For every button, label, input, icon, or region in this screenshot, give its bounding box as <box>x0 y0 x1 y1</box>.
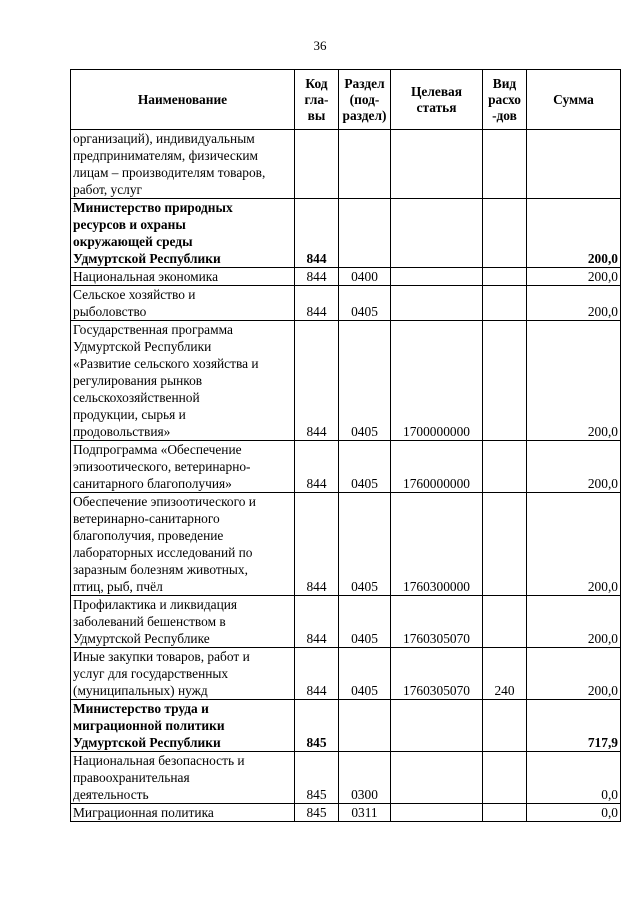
cell-section <box>339 700 391 752</box>
table-row <box>71 804 621 822</box>
cell-kind <box>483 286 527 321</box>
table-row <box>71 596 621 648</box>
cell-section <box>339 130 391 199</box>
cell-sum: 200,0 <box>527 441 621 493</box>
cell-code: 844 <box>295 493 339 596</box>
cell-section: 0405 <box>339 286 391 321</box>
cell-section: 0405 <box>339 596 391 648</box>
cell-section: 0405 <box>339 493 391 596</box>
header-name: Наименование <box>71 70 295 130</box>
cell-name: Министерство труда и миграционной политики Удмуртской Республики <box>71 700 295 752</box>
header-kind: Вид расхо -дов <box>483 70 527 130</box>
cell-kind <box>483 752 527 804</box>
cell-article: 1760305070 <box>391 648 483 700</box>
cell-article <box>391 130 483 199</box>
cell-article: 1760000000 <box>391 441 483 493</box>
cell-article <box>391 804 483 822</box>
cell-section <box>339 199 391 268</box>
cell-article: 1760300000 <box>391 493 483 596</box>
cell-kind <box>483 596 527 648</box>
cell-code: 845 <box>295 804 339 822</box>
cell-article <box>391 700 483 752</box>
cell-section: 0300 <box>339 752 391 804</box>
budget-table <box>70 69 621 822</box>
cell-code: 844 <box>295 268 339 286</box>
cell-code: 845 <box>295 752 339 804</box>
cell-kind <box>483 130 527 199</box>
cell-kind <box>483 700 527 752</box>
cell-kind <box>483 441 527 493</box>
table-row <box>71 752 621 804</box>
cell-code: 844 <box>295 441 339 493</box>
cell-kind <box>483 321 527 441</box>
cell-sum <box>527 130 621 199</box>
cell-name: Обеспечение эпизоотического и ветеринарно-санитарного благополучия, проведение лабораторных исследований по заразным болезням животных, птиц, рыб, пчёл <box>71 493 295 596</box>
cell-article <box>391 752 483 804</box>
table-row <box>71 441 621 493</box>
cell-name: Национальная экономика <box>71 268 295 286</box>
cell-name: Подпрограмма «Обеспечение эпизоотического, ветеринарно- санитарного благополучия» <box>71 441 295 493</box>
cell-code <box>295 130 339 199</box>
header-article: Целевая статья <box>391 70 483 130</box>
cell-article: 1760305070 <box>391 596 483 648</box>
cell-kind <box>483 199 527 268</box>
table-row <box>71 268 621 286</box>
table-row <box>71 130 621 199</box>
cell-name: Национальная безопасность и правоохранительная деятельность <box>71 752 295 804</box>
cell-article <box>391 268 483 286</box>
cell-kind: 240 <box>483 648 527 700</box>
cell-article: 1700000000 <box>391 321 483 441</box>
cell-name: Сельское хозяйство и рыболовство <box>71 286 295 321</box>
cell-section: 0400 <box>339 268 391 286</box>
cell-code: 844 <box>295 199 339 268</box>
cell-section: 0311 <box>339 804 391 822</box>
cell-name: организаций), индивидуальным предпринимателям, физическим лицам – производителям товаров, работ, услуг <box>71 130 295 199</box>
table-row <box>71 286 621 321</box>
cell-sum: 200,0 <box>527 596 621 648</box>
cell-name: Профилактика и ликвидация заболеваний бешенством в Удмуртской Республике <box>71 596 295 648</box>
cell-section: 0405 <box>339 321 391 441</box>
cell-kind <box>483 268 527 286</box>
cell-sum: 200,0 <box>527 268 621 286</box>
cell-section: 0405 <box>339 648 391 700</box>
table-row <box>71 321 621 441</box>
cell-sum: 0,0 <box>527 752 621 804</box>
cell-code: 844 <box>295 286 339 321</box>
table-row <box>71 700 621 752</box>
cell-sum: 717,9 <box>527 700 621 752</box>
cell-sum: 200,0 <box>527 199 621 268</box>
table-row <box>71 493 621 596</box>
header-section: Раздел (под- раздел) <box>339 70 391 130</box>
table-header-row <box>71 70 621 130</box>
cell-article <box>391 286 483 321</box>
cell-name: Государственная программа Удмуртской Республики «Развитие сельского хозяйства и регулирования рынков сельскохозяйственной продукции, сырья и продовольствия» <box>71 321 295 441</box>
cell-kind <box>483 804 527 822</box>
cell-name: Министерство природных ресурсов и охраны окружающей среды Удмуртской Республики <box>71 199 295 268</box>
cell-name: Иные закупки товаров, работ и услуг для государственных (муниципальных) нужд <box>71 648 295 700</box>
cell-code: 844 <box>295 321 339 441</box>
table-row <box>71 648 621 700</box>
cell-name: Миграционная политика <box>71 804 295 822</box>
cell-code: 844 <box>295 648 339 700</box>
cell-sum: 0,0 <box>527 804 621 822</box>
cell-code: 844 <box>295 596 339 648</box>
page-number: 36 <box>313 38 327 53</box>
cell-sum: 200,0 <box>527 286 621 321</box>
cell-article <box>391 199 483 268</box>
header-sum: Сумма <box>527 70 621 130</box>
cell-sum: 200,0 <box>527 321 621 441</box>
cell-kind <box>483 493 527 596</box>
cell-sum: 200,0 <box>527 493 621 596</box>
cell-section: 0405 <box>339 441 391 493</box>
cell-sum: 200,0 <box>527 648 621 700</box>
table-row <box>71 199 621 268</box>
cell-code: 845 <box>295 700 339 752</box>
header-code: Код гла- вы <box>295 70 339 130</box>
